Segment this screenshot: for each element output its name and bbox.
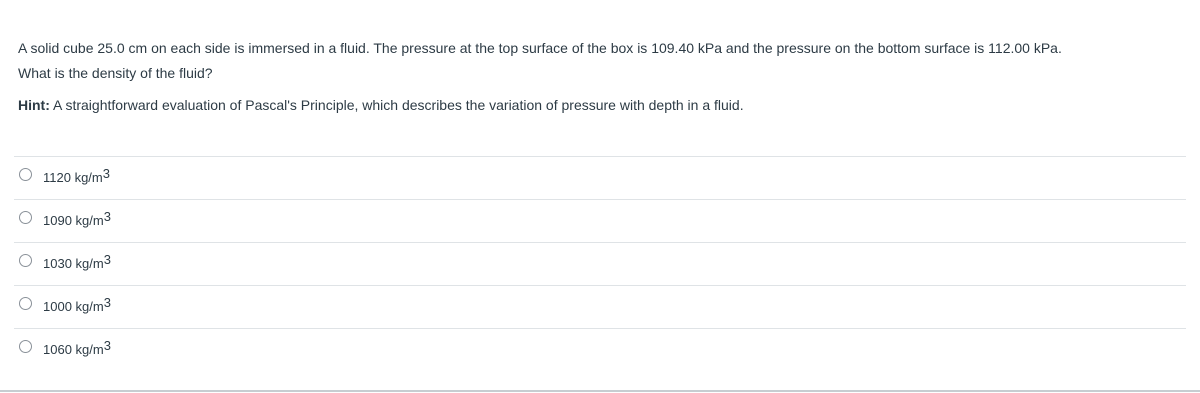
answer-option-4[interactable] xyxy=(14,286,1186,329)
radio-button-5[interactable] xyxy=(19,340,32,353)
radio-button-4[interactable] xyxy=(19,297,32,310)
question-line-2: What is the density of the fluid? xyxy=(18,65,213,81)
question-line-1: A solid cube 25.0 cm on each side is immersed in a fluid. The pressure at the top surface of the box is 109.40 kPa and the pressure on the bottom surface is 112.00 kPa. xyxy=(18,40,1062,56)
hint xyxy=(18,93,1188,118)
answer-option-3[interactable] xyxy=(14,243,1186,286)
hint-text: A straightforward evaluation of Pascal's Principle, which describes the variation of pressure with depth in a fluid. xyxy=(49,97,744,113)
radio-button-2[interactable] xyxy=(19,211,32,224)
radio-button-3[interactable] xyxy=(19,254,32,267)
radio-button-1[interactable] xyxy=(19,168,32,181)
question-text-block xyxy=(18,36,1188,118)
answer-list xyxy=(14,156,1186,371)
hint-label: Hint: xyxy=(18,97,50,113)
answer-label-4[interactable]: 1000 $kg/m^3$ xyxy=(43,295,111,314)
bottom-divider xyxy=(0,390,1200,392)
answer-option-2[interactable] xyxy=(14,200,1186,243)
answer-option-5[interactable] xyxy=(14,329,1186,371)
answer-label-2[interactable]: 1090 $kg/m^3$ xyxy=(43,209,111,228)
answer-label-5[interactable]: 1060 $kg/m^3$ xyxy=(43,338,111,357)
answer-label-3[interactable]: 1030 $kg/m^3$ xyxy=(43,252,111,271)
answer-option-1[interactable] xyxy=(14,157,1186,200)
answer-label-1[interactable]: 1120 $kg/m^3$ xyxy=(43,166,110,185)
